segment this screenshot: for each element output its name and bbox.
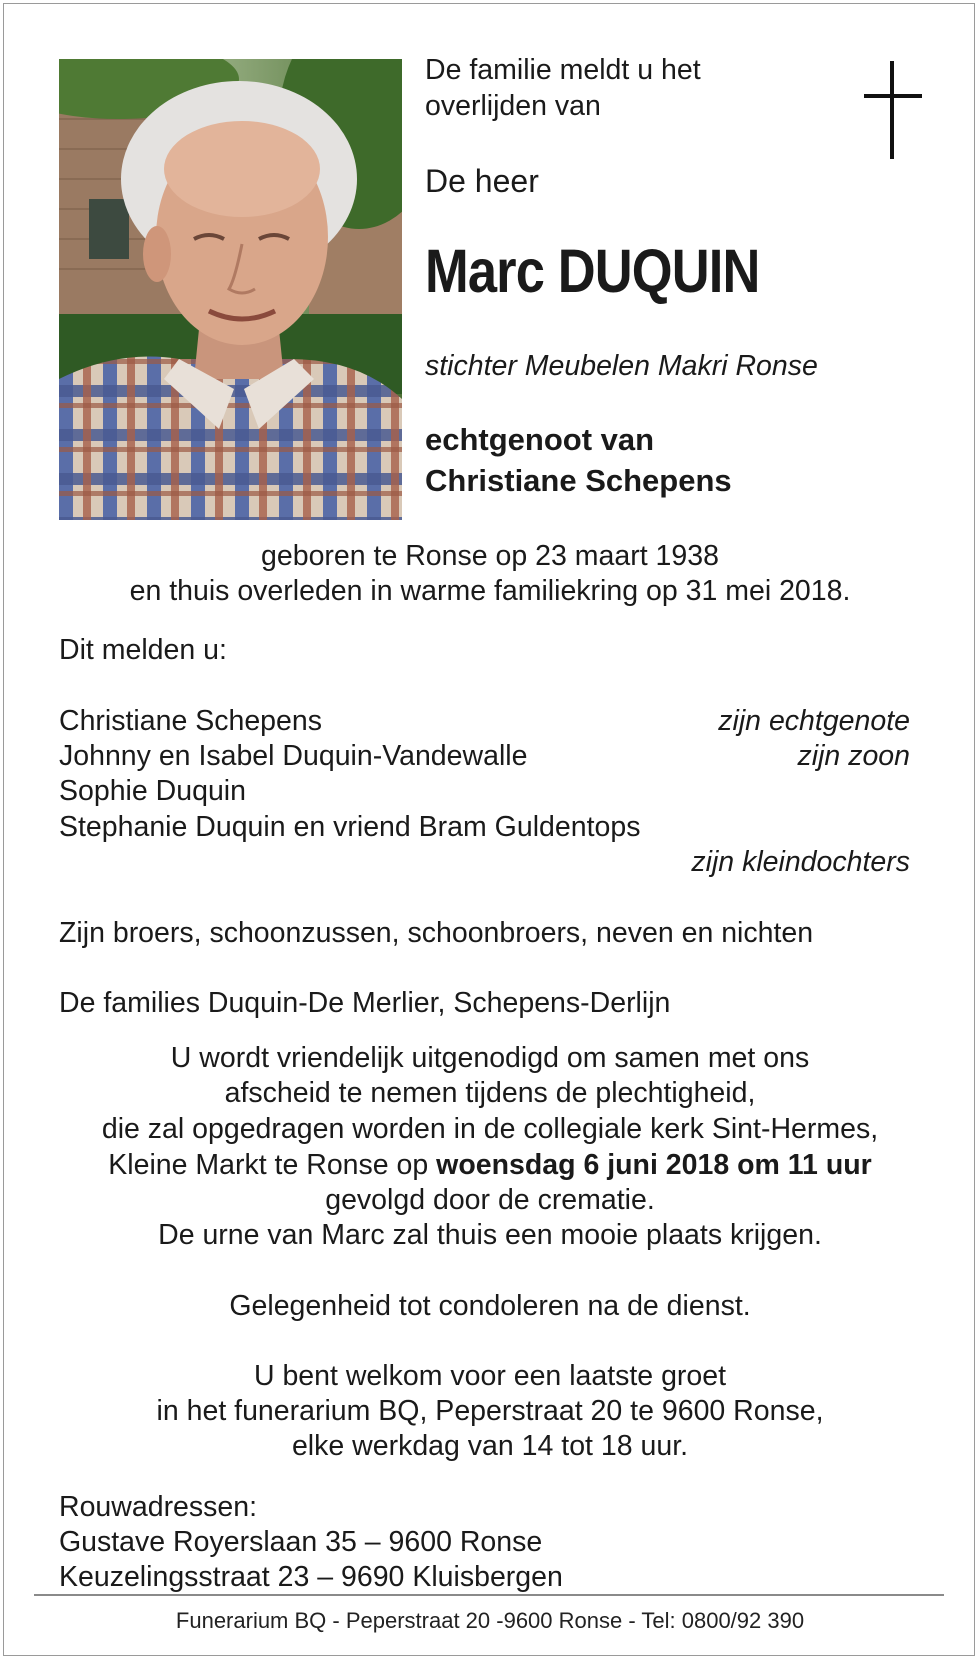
ceremony-line-2: afscheid te nemen tijdens de plechtigheid, [224,1077,756,1109]
family-member-name: Sophie Duquin [59,775,246,807]
family-member-name: Christiane Schepens [59,705,322,737]
footer-divider [34,1594,944,1596]
grandchildren-relation: zijn kleindochters [691,846,910,878]
ceremony-line-4 [0,1148,980,1183]
cross-icon [864,61,922,159]
visit-line-1: U bent welkom voor een laatste groet [253,1360,727,1392]
family-member-name: Johnny en Isabel Duquin-Vandewalle [59,740,528,772]
ceremony-line-5: gevolgd door de crematie. [325,1184,655,1216]
visit-line-2: in het funerarium BQ, Peperstraat 20 te 9600 Ronse, [156,1395,824,1427]
spouse-line-1: echtgenoot van [425,422,655,457]
ceremony-line-3: die zal opgedragen worden in de collegiale kerk Sint-Hermes, [101,1113,879,1145]
ceremony-location: Kleine Markt te Ronse op [108,1149,437,1181]
intro-line-2: overlijden van [425,90,601,122]
birth-line: geboren te Ronse op 23 maart 1938 [261,540,719,572]
family-member-name: Stephanie Duquin en vriend Bram Guldentops [59,811,641,843]
siblings-line: Zijn broers, schoonzussen, schoonbroers, neven en nichten [59,917,814,949]
deceased-name: Marc DUQUIN [425,237,760,305]
families-line: De families Duquin-De Merlier, Schepens-Derlijn [59,987,671,1019]
family-member-relation: zijn zoon [797,740,910,772]
portrait-photo [59,59,402,520]
family-member-relation: zijn echtgenote [718,705,910,737]
death-line: en thuis overleden in warme familiekring op 31 mei 2018. [129,575,851,607]
family-heading: Dit melden u: [59,634,227,666]
address-line-1: Gustave Royerslaan 35 – 9600 Ronse [59,1526,543,1558]
role-line: stichter Meubelen Makri Ronse [425,350,818,382]
ceremony-date: woensdag 6 juni 2018 om 11 uur [436,1149,872,1181]
ceremony-line-6: De urne van Marc zal thuis een mooie plaats krijgen. [158,1219,822,1251]
intro-line-1: De familie meldt u het [425,54,701,86]
condolence-line: Gelegenheid tot condoleren na de dienst. [229,1290,751,1322]
address-line-2: Keuzelingsstraat 23 – 9690 Kluisbergen [59,1561,563,1593]
title: De heer [425,163,539,199]
footer-text: Funerarium BQ - Peperstraat 20 -9600 Ronse - Tel: 0800/92 390 [175,1608,805,1633]
visit-line-3: elke werkdag van 14 tot 18 uur. [291,1430,689,1462]
ceremony-line-1: U wordt vriendelijk uitgenodigd om samen met ons [170,1042,810,1074]
addresses-heading: Rouwadressen: [59,1491,258,1523]
spouse-line-2: Christiane Schepens [425,463,732,498]
